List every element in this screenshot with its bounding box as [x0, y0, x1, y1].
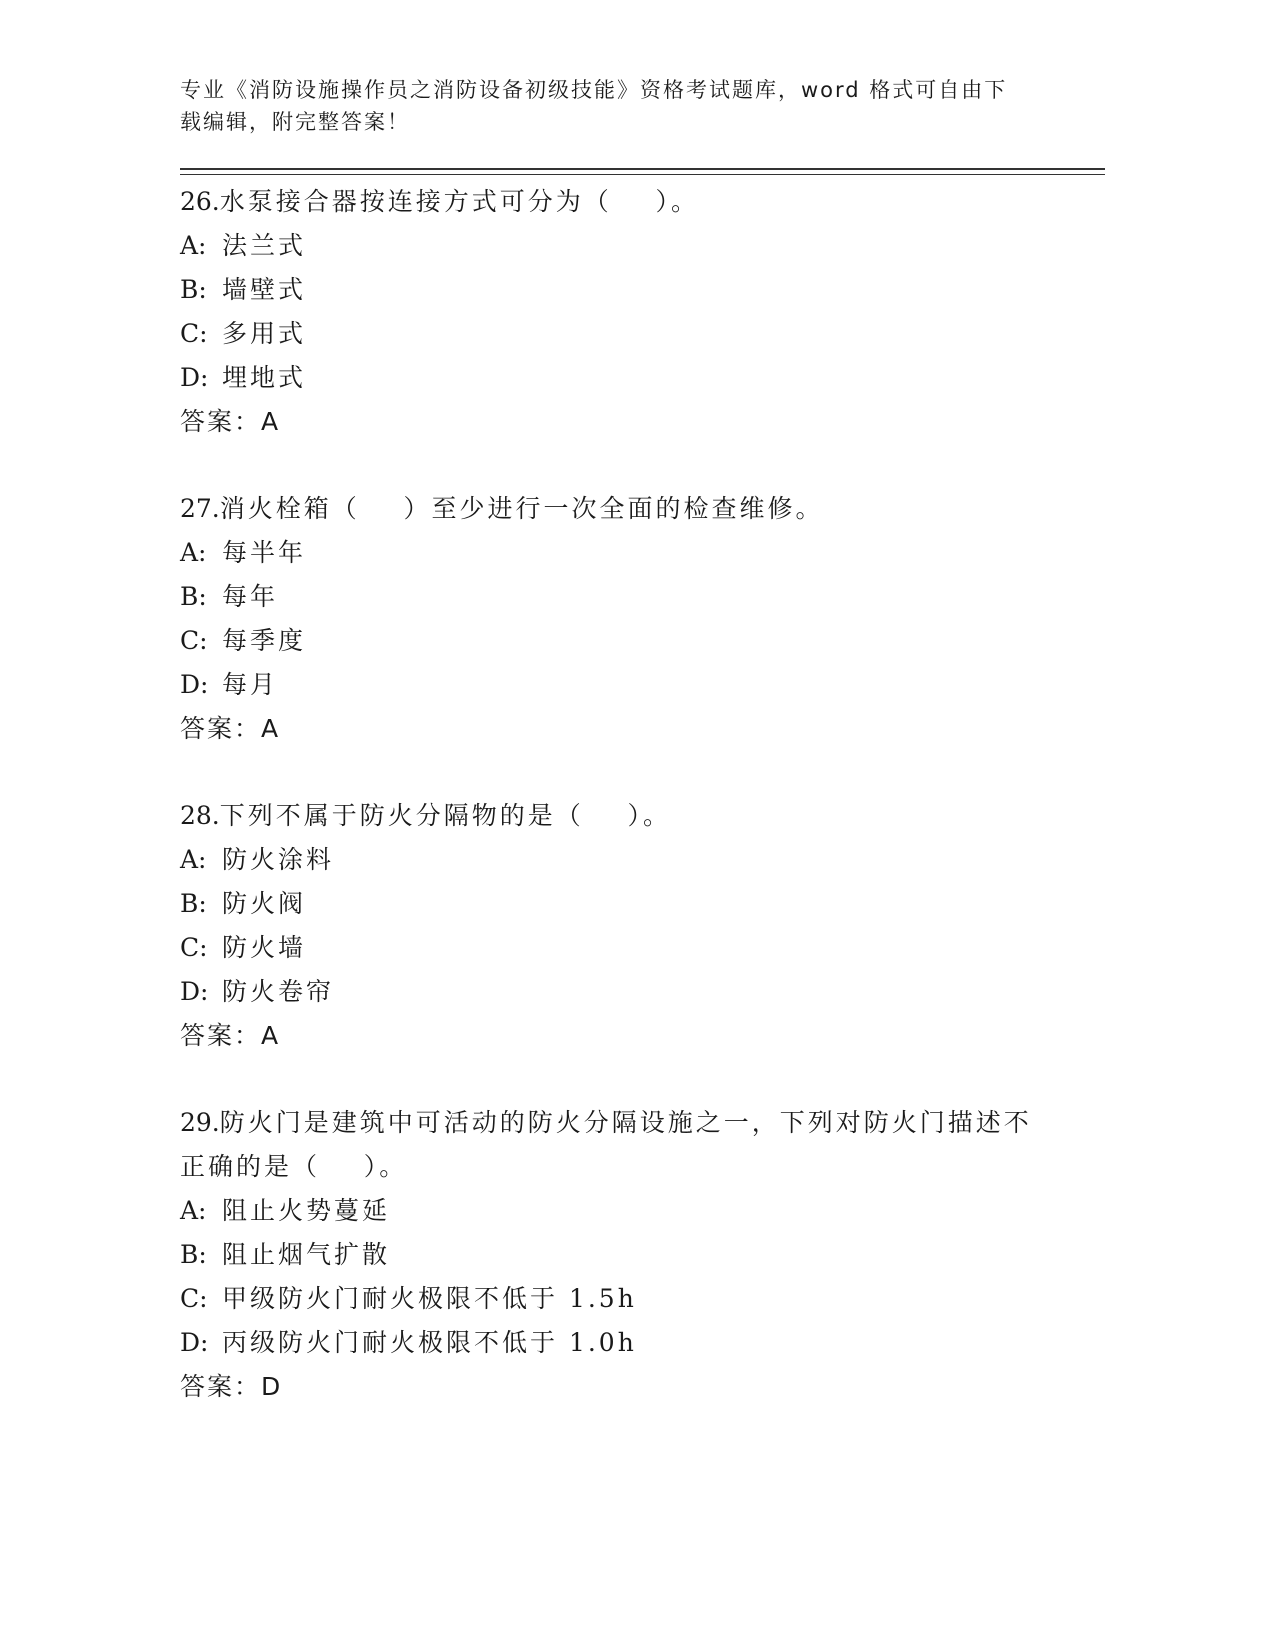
option-text: 每半年 — [222, 538, 307, 567]
option-text: 防火涂料 — [222, 845, 335, 874]
question-title-continued: 正确的是（ ）。 — [180, 1152, 408, 1181]
option-a — [180, 531, 1080, 575]
option-letter: A: — [180, 231, 207, 260]
option-a — [180, 224, 1080, 268]
option-text: 埋地式 — [222, 363, 307, 392]
question-27 — [180, 487, 1080, 751]
question-text: 防火门是建筑中可活动的防火分隔设施之一，下列对防火门描述不 — [219, 1108, 1032, 1137]
option-d — [180, 970, 1080, 1014]
option-text: 每月 — [222, 670, 279, 699]
option-d — [180, 1321, 1080, 1365]
option-text: 多用式 — [222, 319, 307, 348]
option-text: 阻止烟气扩散 — [222, 1240, 391, 1269]
option-letter: C: — [180, 626, 208, 655]
option-letter: D: — [180, 670, 209, 699]
option-d — [180, 663, 1080, 707]
option-letter: C: — [180, 319, 208, 348]
option-text: 阻止火势蔓延 — [222, 1196, 391, 1225]
option-letter: B: — [180, 1240, 207, 1269]
option-text: 防火阀 — [222, 889, 307, 918]
question-number: 27. — [180, 494, 220, 523]
question-list — [180, 180, 1080, 1452]
option-text: 每季度 — [222, 626, 307, 655]
option-letter: D: — [180, 363, 209, 392]
question-29 — [180, 1101, 1080, 1409]
option-text: 甲级防火门耐火极限不低于 1.5h — [222, 1284, 637, 1313]
document-header — [180, 74, 1060, 138]
header-line-1: 专业《消防设施操作员之消防设备初级技能》资格考试题库，word 格式可自由下 — [180, 78, 1008, 102]
option-b — [180, 1233, 1080, 1277]
answer-line: 答案：A — [180, 1021, 281, 1050]
question-text: 消火栓箱（ ）至少进行一次全面的检查维修。 — [219, 494, 824, 523]
option-b — [180, 575, 1080, 619]
question-title — [180, 487, 1080, 531]
option-letter: A: — [180, 538, 207, 567]
answer-line: 答案：A — [180, 407, 281, 436]
option-letter: D: — [180, 1328, 209, 1357]
question-26 — [180, 180, 1080, 444]
option-c — [180, 619, 1080, 663]
option-text: 每年 — [222, 582, 279, 611]
option-text: 防火卷帘 — [222, 977, 335, 1006]
option-letter: D: — [180, 977, 209, 1006]
option-letter: A: — [180, 1196, 207, 1225]
option-b — [180, 268, 1080, 312]
question-text: 水泵接合器按连接方式可分为（ ）。 — [219, 187, 700, 216]
option-text: 墙壁式 — [222, 275, 307, 304]
option-c — [180, 1277, 1080, 1321]
answer-line: 答案：D — [180, 1372, 283, 1401]
option-text: 丙级防火门耐火极限不低于 1.0h — [222, 1328, 637, 1357]
option-letter: B: — [180, 889, 207, 918]
option-a — [180, 1189, 1080, 1233]
option-text: 法兰式 — [222, 231, 307, 260]
option-letter: B: — [180, 275, 207, 304]
answer-line: 答案：A — [180, 714, 281, 743]
header-divider-thick — [180, 168, 1105, 170]
header-divider-thin — [180, 174, 1105, 175]
question-number: 28. — [180, 801, 220, 830]
option-c — [180, 312, 1080, 356]
option-letter: A: — [180, 845, 207, 874]
option-letter: B: — [180, 582, 207, 611]
option-a — [180, 838, 1080, 882]
header-line-2: 载编辑，附完整答案！ — [180, 110, 410, 134]
question-title — [180, 794, 1080, 838]
option-letter: C: — [180, 933, 208, 962]
option-b — [180, 882, 1080, 926]
question-title — [180, 180, 1080, 224]
question-number: 26. — [180, 187, 220, 216]
option-c — [180, 926, 1080, 970]
option-letter: C: — [180, 1284, 208, 1313]
question-title — [180, 1101, 1080, 1145]
question-number: 29. — [180, 1108, 220, 1137]
option-text: 防火墙 — [222, 933, 307, 962]
question-text: 下列不属于防火分隔物的是（ ）。 — [219, 801, 672, 830]
option-d — [180, 356, 1080, 400]
question-28 — [180, 794, 1080, 1058]
